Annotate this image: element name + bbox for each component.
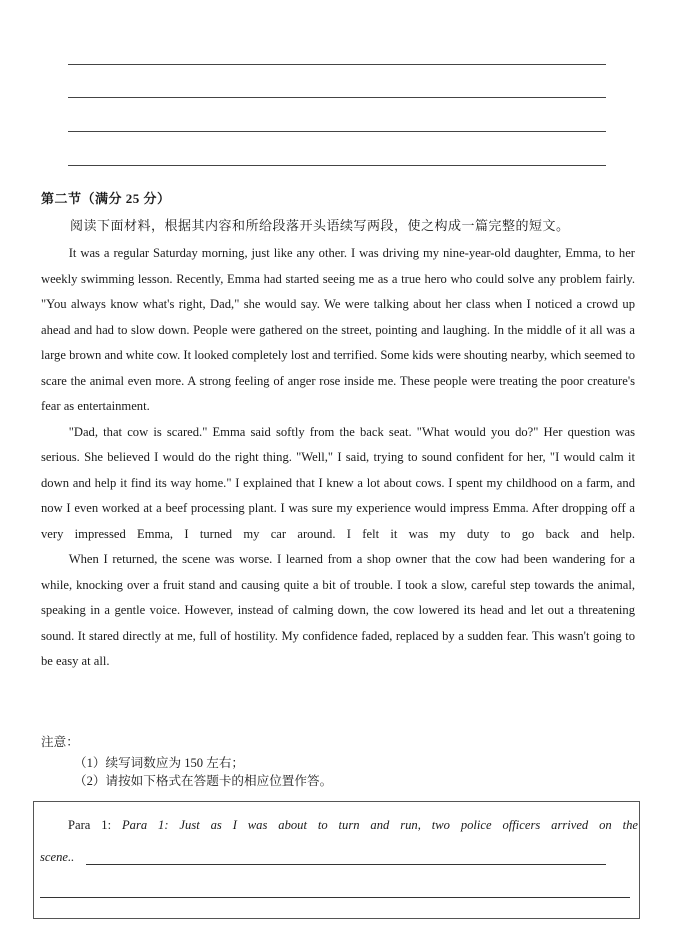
para-1-continuation: scene.. — [40, 850, 75, 864]
answer-line-4 — [68, 165, 606, 166]
passage-paragraph-2: "Dad, that cow is scared." Emma said softly from the back seat. "What would you do?" Her question was serious. She believed I would do the right thing. "Well," I said, trying to sound confident for her, "I would calm it down and help it find its way home." I explained that I knew a lot about cows. I spent my childhood on a farm, and now I even worked at a beef processing plant. I was sure my experience would impress Emma. After dropping off a very impressed Emma, I turned my car around. I felt it was my duty to go back and help. — [41, 424, 635, 541]
para-1-prefix: Para 1: — [68, 818, 122, 832]
passage-paragraph-3: When I returned, the scene was worse. I learned from a shop owner that the cow had been wandering for a while, knocking over a fruit stand and causing quite a bit of trouble. I took a slow, careful step towards the animal, speaking in a gentle voice. However, instead of calming down, the cow lowered its head and let out a threatening sound. It stared directly at me, full of hostility. My confidence faded, replaced by a sudden fear. This wasn't going to be easy at all. — [41, 552, 635, 668]
reading-passage — [41, 241, 635, 675]
section-title: 第二节（满分 25 分） — [41, 191, 171, 206]
writing-line-2[interactable] — [40, 897, 630, 898]
writing-line-1[interactable] — [86, 864, 606, 865]
para-1-opening — [68, 818, 638, 833]
note-item-2: （2）请按如下格式在答题卡的相应位置作答。 — [74, 774, 333, 788]
para-1-opening-text: Para 1: Just as I was about to turn and run, two police officers arrived on the — [121, 818, 638, 832]
answer-line-2 — [68, 97, 606, 98]
answer-line-1 — [68, 64, 606, 65]
notes-label: 注意： — [41, 735, 79, 749]
answer-box — [33, 801, 640, 919]
note-item-1: （1）续写词数应为 150 左右； — [74, 756, 245, 770]
passage-paragraph-1: It was a regular Saturday morning, just like any other. I was driving my nine-year-old daughter, Emma, to her weekly swimming lesson. Recently, Emma had started seeing me as a true hero who could solve any problem fairly. "You always know what's right, Dad," she would say. We were talking about her class when I noticed a crowd up ahead and had to slow down. People were gathered on the street, pointing and laughing. In the middle of it all was a large brown and white cow. It looked completely lost and terrified. Some kids were shouting nearby, which seemed to scare the animal even more. A strong feeling of anger rose inside me. These people were treating the poor creature's fear as entertainment. — [41, 246, 635, 413]
answer-line-3 — [68, 131, 606, 132]
section-instruction: 阅读下面材料，根据其内容和所给段落开头语续写两段，使之构成一篇完整的短文。 — [70, 218, 570, 233]
